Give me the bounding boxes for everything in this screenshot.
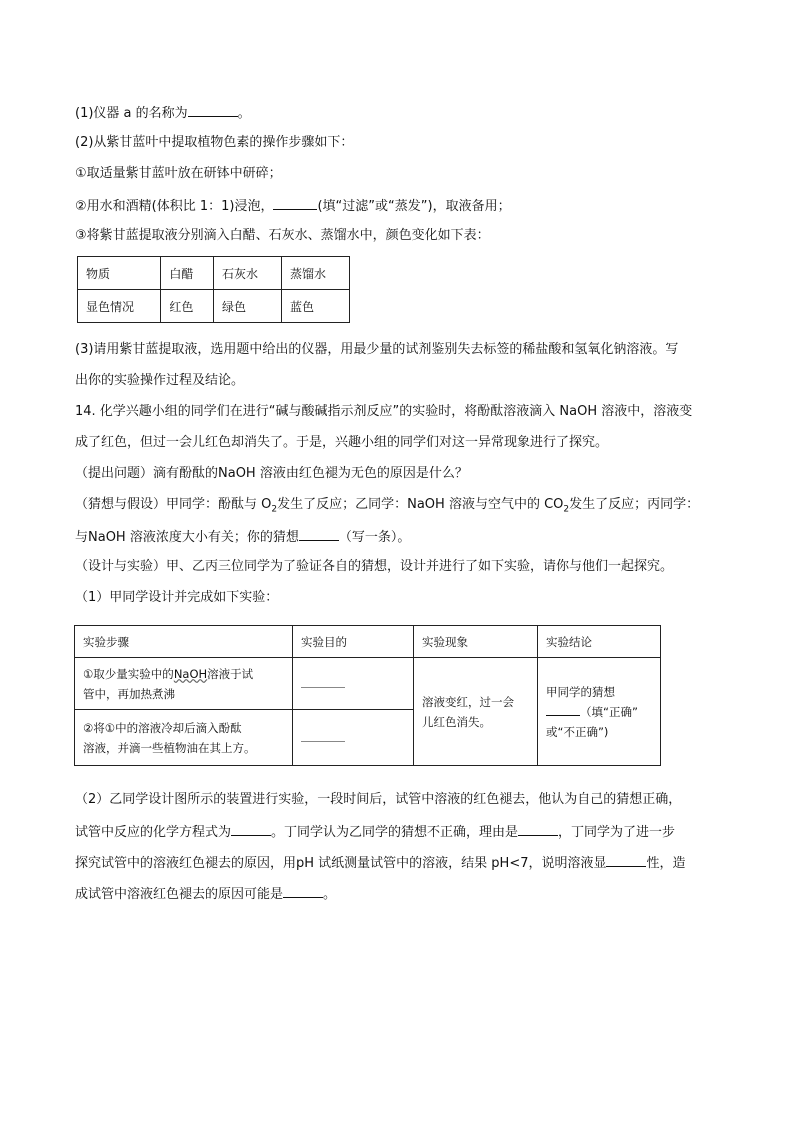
step-text: ②将①中的溶液冷却后滴入酚酞 [83,720,242,735]
answer-blank [283,883,323,898]
conclusion-text: 或“不正确”) [546,724,609,739]
q14-sub2-line4 [75,883,336,905]
q13-part2: (2)从紫甘蓝叶中提取植物色素的操作步骤如下： [75,135,354,150]
answer-blank [301,687,345,688]
question-text: 性，造 [646,856,686,871]
table-cell-step1 [75,658,293,710]
q13-part1 [75,102,251,124]
step-text: ①取少量实验中的 [83,666,174,681]
table-row [78,257,350,290]
color-table [77,256,350,323]
step-text: 溶液于试 [207,666,254,681]
answer-blank [546,703,580,716]
q13-part3-line1: (3)请用紫甘蓝提取液，选用题中给出的仪器，用最少量的试剂鉴别失去标签的稀盐酸和氢氧化钠溶液。写 [75,342,679,357]
table-cell: 绿色 [213,290,281,323]
table-header-cell: 实验步骤 [75,626,293,658]
answer-blank [188,102,238,117]
conclusion-text: 甲同学的猜想 [546,684,615,699]
table-cell-conclusion [538,658,661,766]
question-text: 成试管中溶液红色褪去的原因可能是 [75,887,284,902]
hypothesis-text: 发生了反应；丙同学： [569,497,700,512]
table-cell-purpose1 [293,658,414,710]
q14-sub2-line2 [75,821,675,843]
table-header-row [75,626,661,658]
table-header-cell: 实验结论 [538,626,661,658]
q14-question: （提出问题）滴有酚酞的NaOH 溶液由红色褪为无色的原因是什么？ [75,466,468,481]
answer-blank [231,821,271,836]
question-text: 探究试管中的溶液红色褪去的原因，用pH 试纸测量试管中的溶液，结果 pH<7，说明溶液显 [75,856,607,871]
answer-blank [301,741,345,742]
q14-design: （设计与实验）甲、乙丙三位同学为了验证各自的猜想，设计并进行了如下实验，请你与他们一起探究。 [75,559,674,574]
answer-blank [299,526,339,541]
q13-part1-end: 。 [237,106,251,121]
question-text: 试管中反应的化学方程式为 [75,825,232,840]
table-cell: 白醋 [161,257,214,290]
question-text: ，丁同学为了进一步 [558,825,676,840]
question-text: 。 [323,887,337,902]
subscript: 2 [271,504,278,515]
phenomenon-text: 儿红色消失。 [422,714,491,729]
hypothesis-text: 发生了反应；乙同学：NaOH 溶液与空气中的 CO [277,497,564,512]
step-text: 管中，再加热煮沸 [83,686,175,701]
table-cell-phenomenon [414,658,538,766]
q13-step2-text: ②用水和酒精(体积比 1：1)浸泡， [75,199,274,214]
table-cell: 蒸馏水 [281,257,349,290]
q14-sub1: （1）甲同学设计并完成如下实验： [75,590,279,605]
question-text: 。丁同学认为乙同学的猜想不正确，理由是 [271,825,519,840]
answer-blank [273,195,317,210]
q14-intro-line1: 14. 化学兴趣小组的同学们在进行“碱与酸碱指示剂反应”的实验时，将酚酞溶液滴入 NaOH 溶液中，溶液变 [75,404,693,419]
hypothesis-text: （写一条）。 [338,530,411,545]
q13-step2-end: (填“过滤”或“蒸发”)，取液备用； [317,199,511,214]
q13-step1: ①取适量紫甘蓝叶放在研钵中研碎； [75,166,282,181]
q14-sub2-line1: （2）乙同学设计图所示的装置进行实验，一段时间后，试管中溶液的红色褪去，他认为自己的猜想正确， [75,792,682,807]
q14-hypothesis-line1 [75,495,699,520]
q14-intro-line2: 成了红色，但过一会儿红色却消失了。于是，兴趣小组的同学们对这一异常现象进行了探究。 [75,435,609,450]
q14-hypothesis-line2 [75,526,410,548]
step-text: 溶液，并滴一些植物油在其上方。 [83,740,256,755]
hypothesis-text: 与NaOH 溶液浓度大小有关；你的猜想 [75,530,299,545]
table-row [75,658,661,710]
table-header-cell: 实验目的 [293,626,414,658]
q14-sub2-line3 [75,852,686,874]
table-cell: 物质 [78,257,161,290]
table-cell: 红色 [161,290,214,323]
answer-blank [518,821,558,836]
step-text: NaOH [173,666,208,681]
table-cell: 石灰水 [213,257,281,290]
table-cell-purpose2 [293,710,414,766]
table-cell-step2 [75,710,293,766]
q13-step2 [75,195,511,217]
q13-part1-text: (1)仪器 a 的名称为 [75,106,188,121]
table-header-cell: 实验现象 [414,626,538,658]
q13-part3-line2: 出你的实验操作过程及结论。 [75,373,245,388]
table-cell: 显色情况 [78,290,161,323]
experiment-table [74,625,661,766]
answer-blank [606,852,646,867]
table-row [78,290,350,323]
hypothesis-text: （猜想与假设）甲同学：酚酞与 O [75,497,272,512]
q13-step3: ③将紫甘蓝提取液分别滴入白醋、石灰水、蒸馏水中，颜色变化如下表： [75,228,490,243]
phenomenon-text: 溶液变红，过一会 [422,694,514,709]
subscript: 2 [563,504,570,515]
table-cell: 蓝色 [281,290,349,323]
conclusion-text: （填“正确” [580,704,638,719]
